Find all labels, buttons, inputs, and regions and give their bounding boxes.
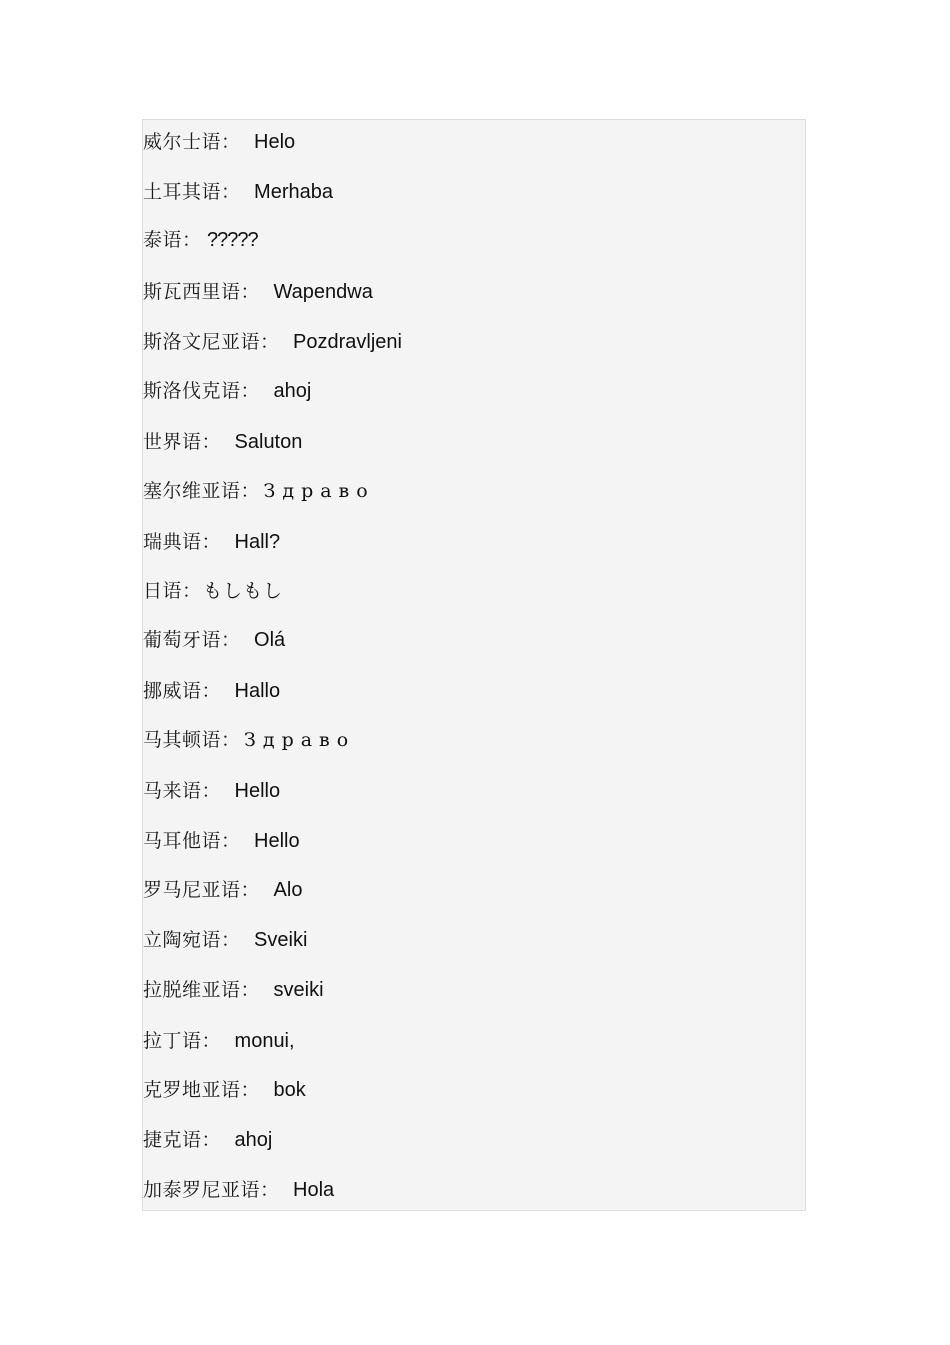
language-name: 拉脱维亚语 <box>143 979 241 1001</box>
language-name: 威尔士语 <box>143 131 222 153</box>
language-name: 日语 <box>143 580 183 602</box>
greeting-text: Olá <box>254 629 286 651</box>
separator: ： <box>182 580 202 602</box>
separator: ： <box>201 1129 221 1151</box>
separator: ： <box>201 780 221 802</box>
language-name: 斯瓦西里语 <box>143 281 241 303</box>
greeting-entry-portuguese <box>143 625 285 655</box>
separator: ： <box>240 380 260 402</box>
separator: ： <box>201 531 221 553</box>
greeting-text: もしもし <box>203 580 284 602</box>
greeting-entry-serbian <box>143 476 375 506</box>
greeting-entry-catalan <box>143 1175 334 1205</box>
greeting-text: Hall? <box>234 531 281 553</box>
greeting-entry-romanian <box>143 875 302 905</box>
greeting-entry-slovenian <box>143 327 402 357</box>
greeting-text: Здраво <box>263 480 375 502</box>
greeting-entry-maltese <box>143 826 300 856</box>
greeting-entry-macedonian <box>143 725 355 755</box>
language-name: 马其顿语 <box>143 729 222 751</box>
separator: ： <box>221 181 241 203</box>
greeting-entry-latin <box>143 1026 295 1056</box>
greeting-text: Hello <box>234 780 281 802</box>
greeting-entry-malay <box>143 776 280 806</box>
greeting-text: Alo <box>273 879 303 901</box>
greeting-text: Pozdravljeni <box>293 331 402 353</box>
greeting-entry-croatian <box>143 1075 306 1105</box>
greeting-text: ahoj <box>234 1129 273 1151</box>
language-name: 土耳其语 <box>143 181 222 203</box>
separator: ： <box>221 729 241 751</box>
language-name: 捷克语 <box>143 1129 202 1151</box>
greeting-text: bok <box>273 1079 306 1101</box>
greeting-text: Hallo <box>234 680 281 702</box>
language-name: 葡萄牙语 <box>143 629 222 651</box>
separator: ： <box>201 680 221 702</box>
greeting-text: Merhaba <box>254 181 333 203</box>
separator: ： <box>260 331 280 353</box>
greeting-entry-welsh <box>143 127 295 157</box>
language-name: 斯洛伐克语 <box>143 380 241 402</box>
greeting-entry-turkish <box>143 177 333 207</box>
separator: ： <box>221 629 241 651</box>
greeting-text: ahoj <box>273 380 312 402</box>
language-name: 加泰罗尼亚语 <box>143 1179 261 1201</box>
language-name: 塞尔维亚语 <box>143 480 241 502</box>
greeting-text: Sveiki <box>254 929 308 951</box>
greeting-entry-latvian <box>143 975 324 1005</box>
separator: ： <box>201 431 221 453</box>
language-name: 世界语 <box>143 431 202 453</box>
separator: ： <box>221 131 241 153</box>
greeting-entry-japanese <box>143 576 283 606</box>
greeting-entry-slovak <box>143 376 311 406</box>
language-name: 马来语 <box>143 780 202 802</box>
greeting-text: Wapendwa <box>273 281 373 303</box>
greeting-entry-swahili <box>143 277 373 307</box>
greeting-text: monui, <box>234 1030 295 1052</box>
language-name: 挪威语 <box>143 680 202 702</box>
greeting-text: Hola <box>293 1179 335 1201</box>
greeting-text: sveiki <box>273 979 324 1001</box>
separator: ： <box>201 1030 221 1052</box>
language-name: 立陶宛语 <box>143 929 222 951</box>
language-name: 拉丁语 <box>143 1030 202 1052</box>
separator: ： <box>221 929 241 951</box>
language-name: 泰语 <box>143 229 183 251</box>
greeting-entry-lithuanian <box>143 925 307 955</box>
greeting-entry-swedish <box>143 527 280 557</box>
greeting-text: Здраво <box>244 729 356 751</box>
separator: ： <box>240 879 260 901</box>
greeting-entry-czech <box>143 1125 272 1155</box>
separator: ： <box>240 979 260 1001</box>
language-name: 克罗地亚语 <box>143 1079 241 1101</box>
separator: ： <box>182 229 202 251</box>
greeting-text: Hello <box>254 830 300 852</box>
separator: ： <box>240 1079 260 1101</box>
greeting-text: Helo <box>254 131 296 153</box>
greeting-entry-norwegian <box>143 676 280 706</box>
language-name: 马耳他语 <box>143 830 222 852</box>
separator: ： <box>260 1179 280 1201</box>
separator: ： <box>221 830 241 852</box>
language-name: 斯洛文尼亚语 <box>143 331 261 353</box>
separator: ： <box>240 281 260 303</box>
greeting-text: ????? <box>207 229 258 251</box>
language-name: 瑞典语 <box>143 531 202 553</box>
language-name: 罗马尼亚语 <box>143 879 241 901</box>
separator: ： <box>240 480 260 502</box>
greeting-text: Saluton <box>234 431 303 453</box>
greeting-entry-esperanto <box>143 427 302 457</box>
greeting-entry-thai <box>143 225 258 255</box>
